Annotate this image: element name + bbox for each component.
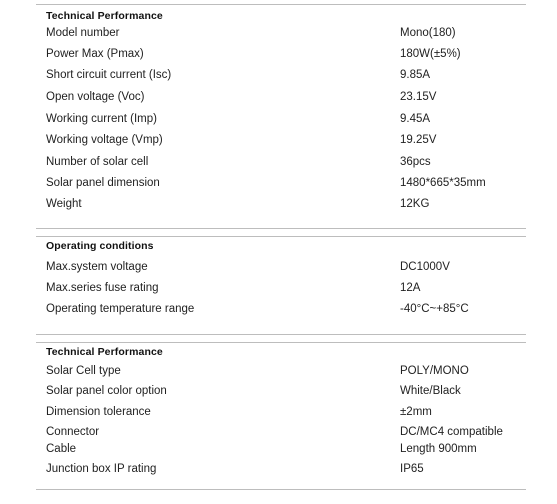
spec-value: 1480*665*35mm: [400, 177, 486, 189]
technical-performance-section-2: [36, 342, 526, 490]
technical-performance-section: [36, 4, 526, 228]
spec-value: -40°C~+85°C: [400, 303, 469, 315]
spec-label: Dimension tolerance: [46, 406, 151, 418]
spec-label: Solar Cell type: [46, 365, 121, 377]
section-heading: Technical Performance: [46, 346, 163, 358]
spec-value: IP65: [400, 463, 424, 475]
spec-value: Length 900mm: [400, 443, 477, 455]
divider: [36, 489, 526, 490]
spec-value: 23.15V: [400, 91, 437, 103]
spec-value: 9.85A: [400, 69, 431, 81]
spec-label: Working voltage (Vmp): [46, 134, 163, 146]
spec-value: ±2mm: [400, 406, 432, 418]
spec-value: 12KG: [400, 198, 430, 210]
spec-value: 9.45A: [400, 113, 431, 125]
spec-label: Operating temperature range: [46, 303, 195, 315]
spec-value: White/Black: [400, 385, 461, 397]
spec-value: 180W(±5%): [400, 48, 461, 60]
spec-value: 19.25V: [400, 134, 437, 146]
spec-label: Cable: [46, 443, 77, 455]
operating-conditions-section: [36, 236, 526, 334]
spec-label: Junction box IP rating: [46, 463, 157, 475]
section-heading: Operating conditions: [46, 240, 154, 252]
spec-label: Max.system voltage: [46, 261, 148, 273]
spec-label: Open voltage (Voc): [46, 91, 145, 103]
spec-label: Max.series fuse rating: [46, 282, 159, 294]
divider: [36, 334, 526, 335]
spec-label: Number of solar cell: [46, 156, 149, 168]
spec-value: 36pcs: [400, 156, 431, 168]
spec-label: Weight: [46, 198, 82, 210]
section-heading: Technical Performance: [46, 10, 163, 22]
spec-value: Mono(180): [400, 27, 456, 39]
spec-label: Solar panel dimension: [46, 177, 160, 189]
spec-value: 12A: [400, 282, 421, 294]
spec-label: Solar panel color option: [46, 385, 167, 397]
divider: [36, 228, 526, 229]
spec-label: Model number: [46, 27, 120, 39]
spec-label: Working current (Imp): [46, 113, 157, 125]
spec-label: Power Max (Pmax): [46, 48, 144, 60]
spec-value: POLY/MONO: [400, 365, 469, 377]
spec-value: DC1000V: [400, 261, 450, 273]
spec-label: Connector: [46, 426, 100, 438]
spec-value: DC/MC4 compatible: [400, 426, 503, 438]
spec-label: Short circuit current (Isc): [46, 69, 172, 81]
